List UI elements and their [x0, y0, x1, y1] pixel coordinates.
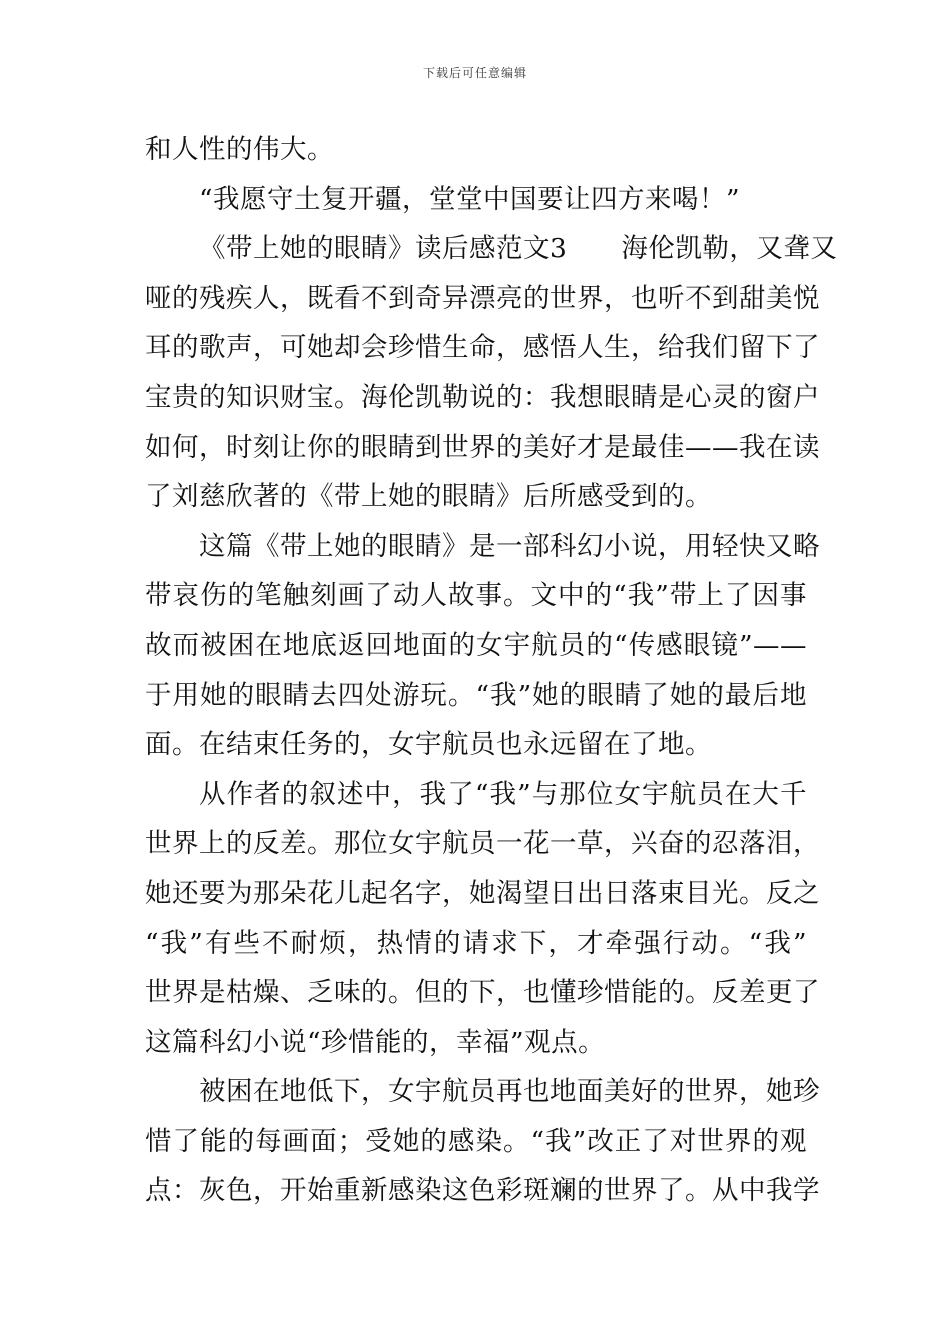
- text-line: 惜了能的每画面；受她的感染。“我”改正了对世界的观: [145, 1125, 807, 1157]
- text-line: 点：灰色，开始重新感染这色彩斑斓的世界了。从中我学: [145, 1175, 820, 1207]
- text-line: 这篇科幻小说“珍惜能的，幸福”观点。: [145, 1026, 606, 1058]
- text-line: 了刘慈欣著的《带上她的眼睛》后所感受到的。: [145, 481, 712, 513]
- page-header: 下载后可任意编辑: [422, 66, 527, 80]
- text-line: 世界是枯燥、乏味的。但的下，也懂珍惜能的。反差更了: [145, 977, 820, 1009]
- text-line: 哑的残疾人，既看不到奇异漂亮的世界，也听不到甜美悦: [145, 282, 820, 314]
- text-line: 从作者的叙述中，我了“我”与那位女宇航员在大千: [199, 778, 807, 810]
- text-line: 世界上的反差。那位女宇航员一花一草，兴奋的忍落泪，: [145, 828, 820, 860]
- text-line: “我愿守土复开疆，堂堂中国要让四方来喝！”: [199, 183, 741, 215]
- text-line: 面。在结束任务的，女宇航员也永远留在了地。: [145, 729, 712, 761]
- text-line: 被困在地低下，女宇航员再也地面美好的世界，她珍: [199, 1076, 820, 1108]
- text-line: 如何，时刻让你的眼睛到世界的美好才是最佳——我在读: [145, 431, 820, 463]
- text-line: 《带上她的眼睛》读后感范文3 海伦凯勒，又聋又: [199, 233, 838, 265]
- text-line: 这篇《带上她的眼睛》是一部科幻小说，用轻快又略: [199, 530, 820, 562]
- text-line: 于用她的眼睛去四处游玩。“我”她的眼睛了她的最后地: [145, 679, 807, 711]
- text-line: 宝贵的知识财宝。海伦凯勒说的：我想眼睛是心灵的窗户: [145, 381, 820, 413]
- text-line: 和人性的伟大。: [145, 134, 334, 165]
- body-text: [145, 125, 838, 1216]
- text-line: 故而被困在地底返回地面的女宇航员的“传感眼镜”——: [145, 629, 807, 661]
- text-line: 她还要为那朵花儿起名字，她渴望日出日落束目光。反之: [145, 877, 820, 909]
- text-line: 带哀伤的笔触刻画了动人故事。文中的“我”带上了因事: [145, 580, 807, 612]
- text-line: “我”有些不耐烦，热情的请求下，才牵强行动。“我”: [145, 927, 807, 959]
- text-line: 耳的歌声，可她却会珍惜生命，感悟人生，给我们留下了: [145, 332, 820, 364]
